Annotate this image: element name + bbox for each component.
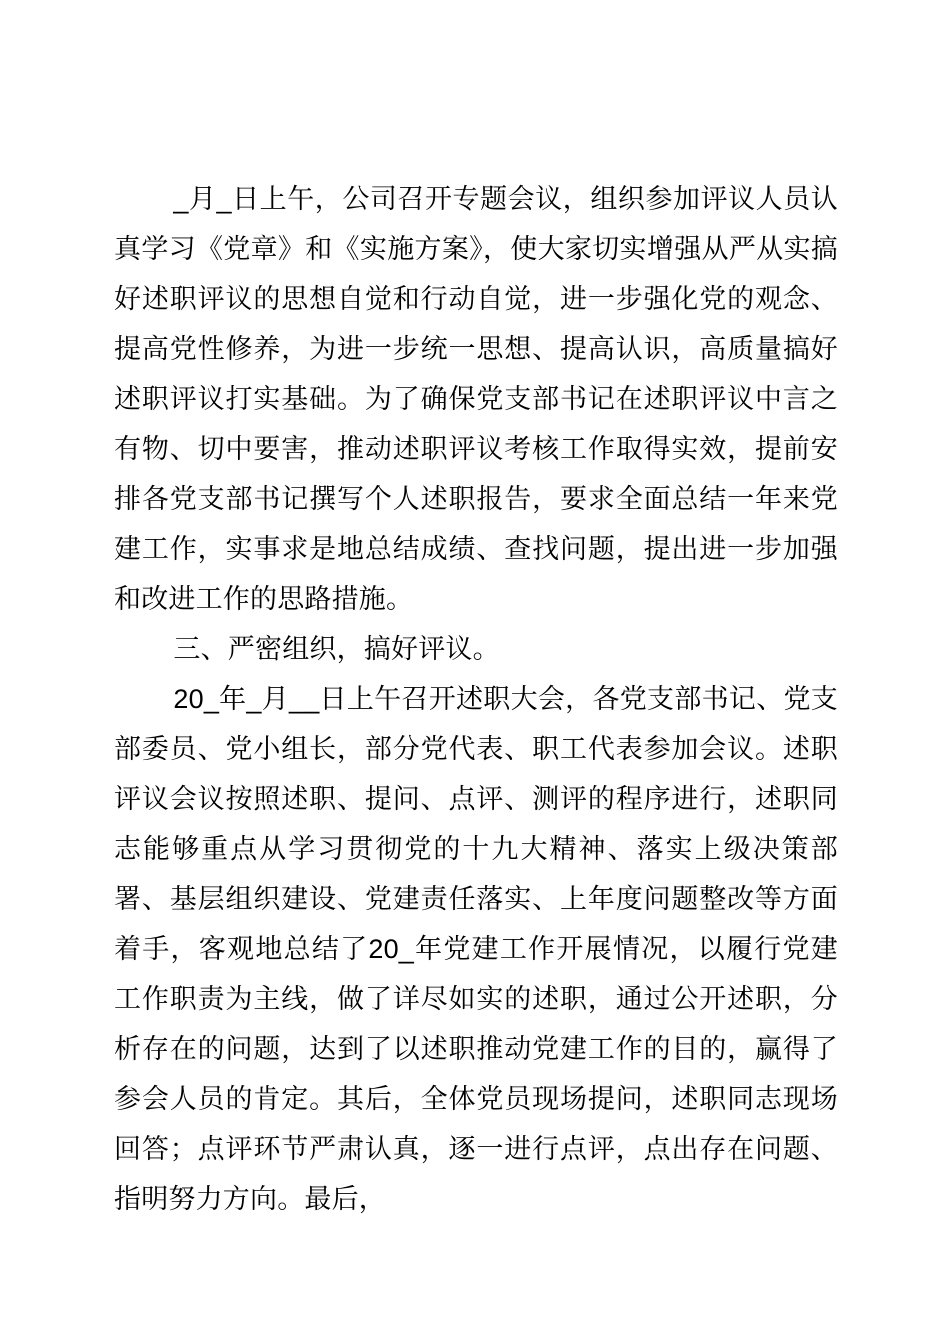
section-heading-organize-review: 三、严密组织，搞好评议。 [173, 634, 500, 664]
document-body [114, 174, 838, 1224]
paragraph-review-meeting: 20_年_月__日上午召开述职大会，各党支部书记、党支部委员、党小组长，部分党代表、职工代表参加会议。述职评议会议按照述职、提问、点评、测评的程序进行，述职同志能够重点从学习贯彻党的十九大精神、落实上级决策部署、基层组织建设、党建责任落实、上年度问题整改等方面着手，客观地总结了20_年党建工作开展情况，以履行党建工作职责为主线，做了详尽如实的述职，通过公开述职，分析存在的问题，达到了以述职推动党建工作的目的，赢得了参会人员的肯定。其后，全体党员现场提问，述职同志现场回答；点评环节严肃认真，逐一进行点评，点出存在问题、指明努力方向。最后， [114, 684, 838, 1214]
paragraph-meeting-preparation: _月_日上午，公司召开专题会议，组织参加评议人员认真学习《党章》和《实施方案》，使大家切实增强从严从实搞好述职评议的思想自觉和行动自觉，进一步强化党的观念、提高党性修养，为进一步统一思想、提高认识，高质量搞好述职评议打实基础。为了确保党支部书记在述职评议中言之有物、切中要害，推动述职评议考核工作取得实效，提前安排各党支部书记撰写个人述职报告，要求全面总结一年来党建工作，实事求是地总结成绩、查找问题，提出进一步加强和改进工作的思路措施。 [114, 184, 838, 614]
